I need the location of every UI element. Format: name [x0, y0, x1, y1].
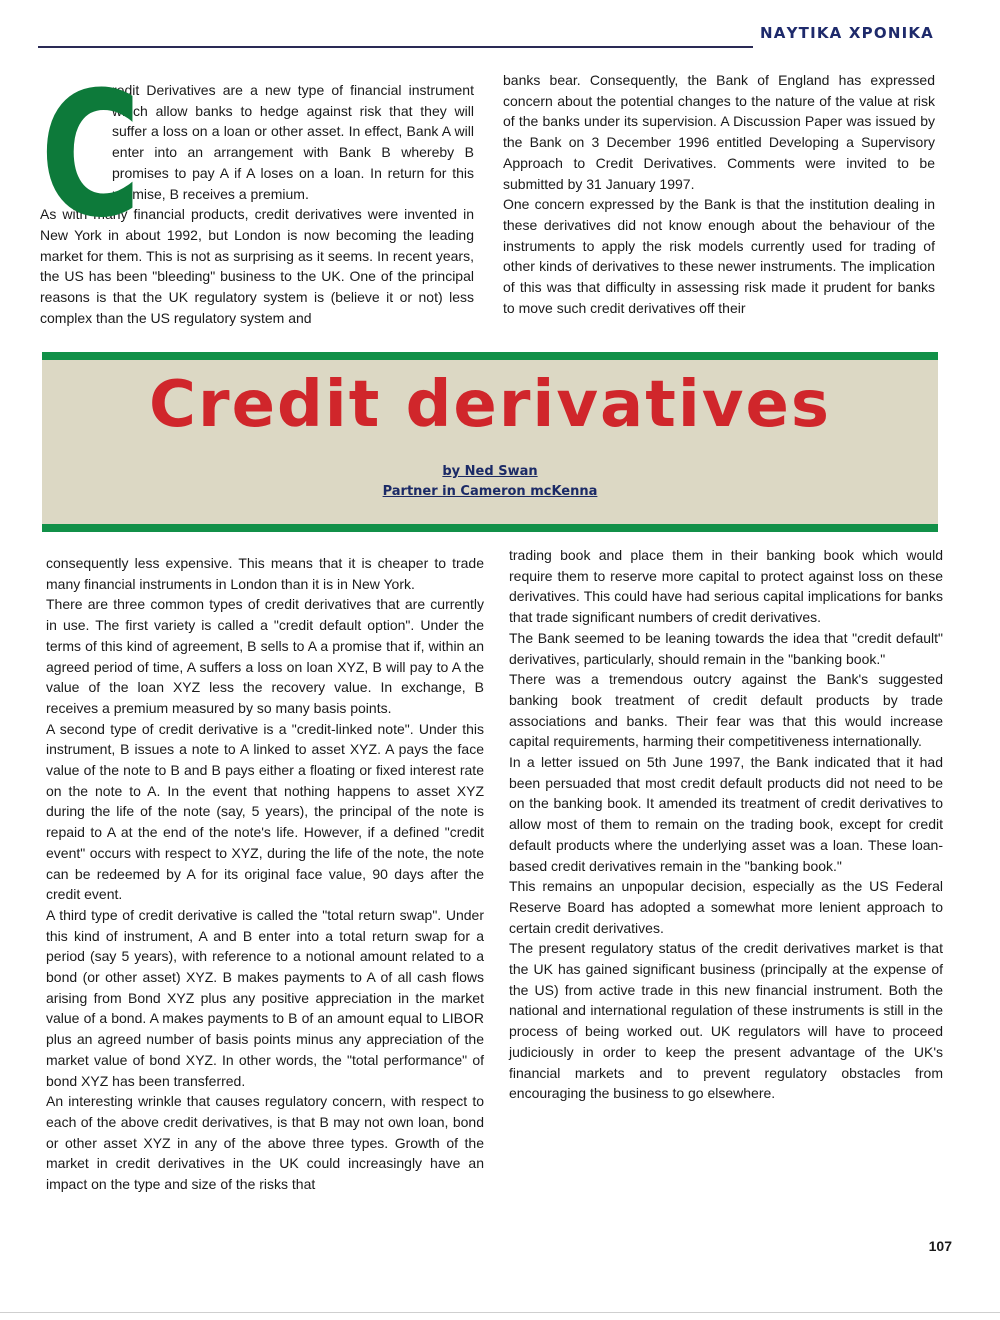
top-right-paragraph-2: One concern expressed by the Bank is that the institution dealing in these derivatives did not know enough about the behaviour of the instruments to apply the risk models currently used for trading of other kinds of derivatives to these newer instruments. The implication of this was that difficulty in assessing risk made it prudent for banks to move such credit derivatives off their	[503, 196, 935, 316]
bottom-left-paragraph-1: consequently less expensive. This means that it is cheaper to trade many financial instruments in London than it is in New York.	[46, 555, 484, 592]
drop-cap: C	[40, 54, 142, 256]
page-number: 107	[928, 1238, 952, 1254]
intro-paragraph-1: redit Derivatives are a new type of financial instrument which allow banks to hedge against risk that they will suffer a loss on a loan or other asset. In effect, Bank A will enter into an arrangement with Bank B whereby B promises to pay A if A loses on a loan. In return for this promise, B receives a premium.	[112, 82, 474, 202]
title-banner	[42, 352, 938, 532]
bottom-right-paragraph-3: There was a tremendous outcry against the Bank's suggested banking book treatment of credit default products by trade associations and banks. Their fear was that this would increase capital requirements, harming their competitiveness internationally.	[509, 671, 943, 750]
top-right-paragraph-1: banks bear. Consequently, the Bank of England has expressed concern about the potential changes to the nature of the value at risk of the banks under its supervision. A Discussion Paper was issued by the Bank on 3 December 1996 entitled Developing a Supervisory Approach to Credit Derivatives. Comments were invited to be submitted by 31 January 1997.	[503, 72, 935, 192]
journal-title: ΝΑΥΤΙΚΑ ΧΡΟΝΙΚΑ	[760, 24, 934, 42]
article-title: Credit derivatives	[149, 368, 831, 442]
bottom-left-paragraph-3: A second type of credit derivative is a "credit-linked note". Under this instrument, B issues a note to A linked to asset XYZ. A pays the face value of the note to B and B pays either a floating or fixed interest rate on the note to A. In the event that nothing happens to asset XYZ during the life of the note (say, 5 years), the principal of the note is repaid to A at the end of the note's life. However, if a defined "credit event" occurs with respect to XYZ, during the life of the note, the note can be redeemed by A for its original face value, 90 days after the credit event.	[46, 720, 484, 903]
bottom-right-paragraph-4: In a letter issued on 5th June 1997, the Bank indicated that it had been persuaded that most credit default products did not need to be on the banking book. It amended its treatment of credit derivatives to allow most of them to remain on the trading book, except for credit default products where the underlying asset was a loan. These loan-based credit derivatives remain in the "banking book."	[509, 754, 943, 874]
bottom-left-paragraph-4: A third type of credit derivative is called the "total return swap". Under this kind of instrument, A and B enter into a total return swap for a period (say 5 years), with reference to a notional amount related to a bond (or other asset) XYZ. B makes payments to A of all cash flows arising from Bond XYZ plus any positive appreciation in the market value of a bond. A makes payments to B of an amount equal to LIBOR plus an agreed number of basis points minus any appreciation of the market value of bond XYZ. In other words, the "total performance" of bond XYZ has been transferred.	[46, 906, 484, 1089]
top-right-column	[503, 70, 935, 318]
bottom-right-paragraph-5: This remains an unpopular decision, especially as the US Federal Reserve Board has adopted a somewhat more lenient approach to certain credit derivatives.	[509, 878, 943, 936]
intro-column	[40, 54, 474, 328]
bottom-left-paragraph-2: There are three common types of credit derivatives that are currently in use. The first variety is called a "credit default option". Under the terms of this kind of agreement, B sells to A a promise that if, within an agreed period of time, A suffers a loss on loan XYZ, B will pay to A the value of the loan XYZ less the recovery value. In exchange, B receives a premium measured by so many basis points.	[46, 596, 484, 716]
bottom-left-column	[46, 553, 484, 1195]
intro-paragraph-2: As with many financial products, credit derivatives were invented in New York in about 1992, but London is now becoming the leading market for them. This is not as surprising as it seems. In recent years, the US has been "bleeding" business to the UK. One of the principal reasons is that the UK regulatory system is (believe it or not) less complex than the US regulatory system and	[40, 206, 474, 326]
bottom-right-column	[509, 545, 943, 1104]
bottom-left-paragraph-5: An interesting wrinkle that causes regulatory concern, with respect to each of the above credit derivatives, is that B may not own loan, bond or other asset XYZ in any of the above three types. Growth of the market in credit derivatives in the UK could increasingly have an impact on the type and size of the risks that	[46, 1093, 484, 1193]
bottom-right-paragraph-1: trading book and place them in their banking book which would require them to reserve more capital to protect against loss on these derivatives. This could have had serious capital implications for banks that trade significant numbers of credit derivatives.	[509, 547, 943, 626]
bottom-right-paragraph-6: The present regulatory status of the credit derivatives market is that the UK has gained significant business (principally at the expense of the US) from active trade in this new financial instrument. Both the national and international regulation of these instruments is still in the process of being worked out. UK regulators will have to proceed judiciously in order to keep the present advantage of the UK's financial markets and to prevent regulatory obstacles from encouraging the business to go elsewhere.	[509, 940, 943, 1102]
byline-block	[42, 462, 938, 502]
footer-rule	[0, 1312, 1000, 1313]
bottom-right-paragraph-2: The Bank seemed to be leaning towards the idea that "credit default" derivatives, particularly, should remain in the "banking book."	[509, 629, 943, 667]
header-rule	[38, 46, 753, 48]
author-affiliation: Partner in Cameron mcKenna	[382, 484, 598, 499]
author-byline: by Ned Swan	[442, 464, 538, 479]
